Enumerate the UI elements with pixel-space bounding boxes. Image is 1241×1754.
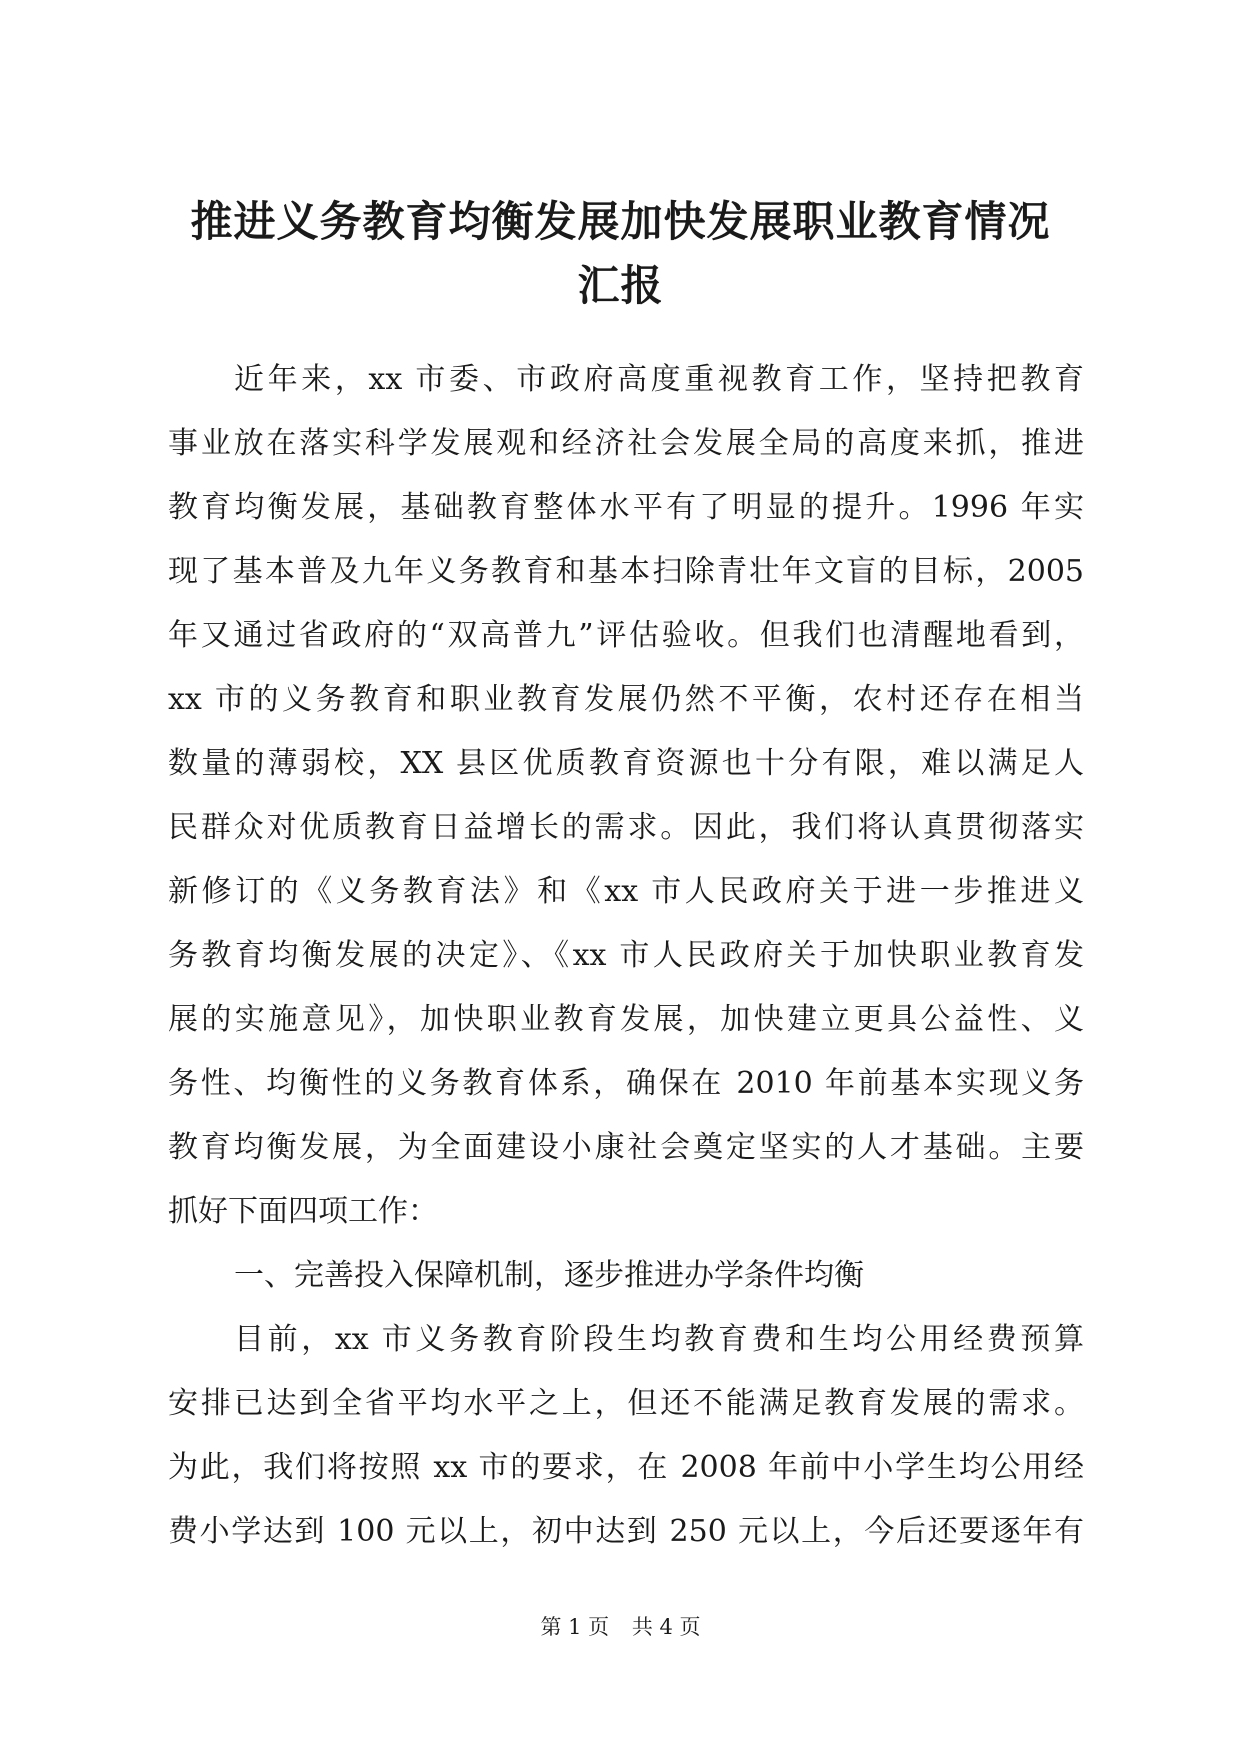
body-line: 安排已达到全省平均水平之上，但还不能满足教育发展的需求。 xyxy=(168,1386,1084,1421)
body-line: 务教育均衡发展的决定》、《xx 市人民政府关于加快职业教育发 xyxy=(168,938,1084,973)
body-line: 抓好下面四项工作： xyxy=(168,1194,438,1229)
body-line: 展的实施意见》，加快职业教育发展，加快建立更具公益性、义 xyxy=(168,1002,1084,1037)
page-footer xyxy=(0,1612,1241,1642)
body-line: xx 市的义务教育和职业教育发展仍然不平衡，农村还存在相当 xyxy=(168,682,1084,717)
body-line: 新修订的《义务教育法》和《xx 市人民政府关于进一步推进义 xyxy=(168,874,1084,909)
body-line: 目前，xx 市义务教育阶段生均教育费和生均公用经费预算 xyxy=(234,1322,1084,1357)
body-line: 民群众对优质教育日益增长的需求。因此，我们将认真贯彻落实 xyxy=(168,810,1084,845)
title-line-2: 汇报 xyxy=(577,261,664,310)
document-title xyxy=(160,190,1081,318)
page-total: 共 4 页 xyxy=(631,1615,701,1639)
body-line: 务性、均衡性的义务教育体系，确保在 2010 年前基本实现义务 xyxy=(168,1066,1084,1101)
document-body xyxy=(168,348,1084,1564)
title-line-1: 推进义务教育均衡发展加快发展职业教育情况 xyxy=(190,197,1051,246)
body-line: 教育均衡发展，为全面建设小康社会奠定坚实的人才基础。主要 xyxy=(168,1130,1084,1165)
body-line: 年又通过省政府的“双高普九”评估验收。但我们也清醒地看到， xyxy=(168,618,1084,653)
body-line: 现了基本普及九年义务教育和基本扫除青壮年文盲的目标，2005 xyxy=(168,554,1084,589)
page-number: 第 1 页 xyxy=(540,1615,610,1639)
body-line: 费小学达到 100 元以上，初中达到 250 元以上，今后还要逐年有 xyxy=(168,1514,1084,1549)
body-line: 为此，我们将按照 xx 市的要求，在 2008 年前中小学生均公用经 xyxy=(168,1450,1084,1485)
body-line: 近年来，xx 市委、市政府高度重视教育工作，坚持把教育 xyxy=(234,362,1084,397)
body-line: 教育均衡发展，基础教育整体水平有了明显的提升。1996 年实 xyxy=(168,490,1084,525)
body-line: 事业放在落实科学发展观和经济社会发展全局的高度来抓，推进 xyxy=(168,426,1084,461)
body-line: 数量的薄弱校，XX 县区优质教育资源也十分有限，难以满足人 xyxy=(168,746,1084,781)
body-line: 一、完善投入保障机制，逐步推进办学条件均衡 xyxy=(234,1258,864,1293)
